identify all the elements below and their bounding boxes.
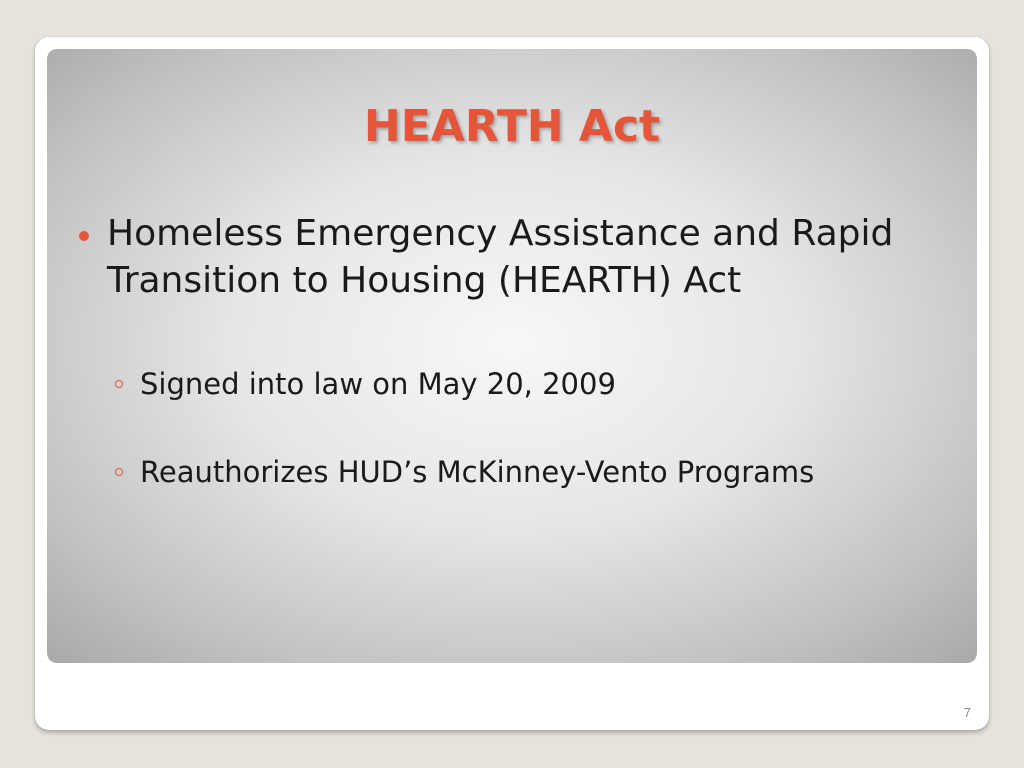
bullet-text: Signed into law on May 20, 2009	[140, 367, 616, 401]
slide	[35, 37, 989, 730]
slide-number: 7	[963, 705, 971, 720]
bullet-circle-icon	[115, 468, 123, 476]
content-panel	[47, 49, 977, 663]
bullet-text: Reauthorizes HUD’s McKinney-Vento Programs	[140, 455, 815, 489]
bullet-dot-icon	[79, 231, 89, 241]
bullet-circle-icon	[115, 380, 123, 388]
bullet-text: Homeless Emergency Assistance and Rapid Transition to Housing (HEARTH) Act	[107, 213, 894, 301]
bullet-list	[47, 49, 977, 663]
slide-title: HEARTH Act	[363, 101, 661, 152]
